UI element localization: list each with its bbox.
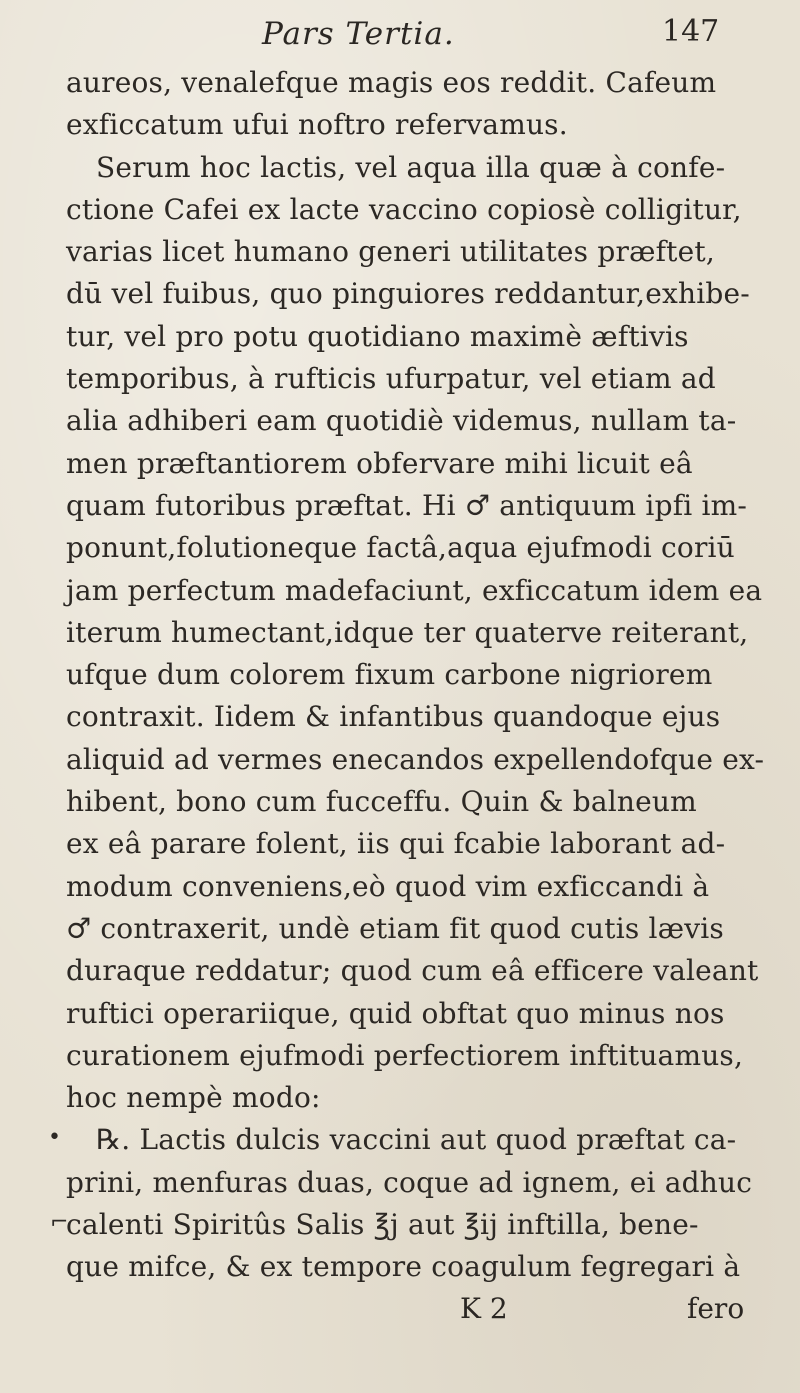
text-line: Serum hoc lactis, vel aqua illa quæ à confe- (96, 150, 726, 184)
text-line: curationem ejufmodi perfectiorem inftituamus, (66, 1038, 744, 1072)
text-line: quam futoribus præftat. Hi ♂ antiquum ipfi im- (66, 488, 748, 522)
signature-mark: K 2 (460, 1291, 508, 1325)
text-line: men præftantiorem obfervare mihi licuit eâ (66, 446, 693, 480)
text-line: que mifce, & ex tempore coagulum fegregari à (66, 1250, 741, 1284)
text-line: iterum humectant,idque ter quaterve reiterant, (66, 615, 749, 649)
text-line: modum conveniens,eò quod vim exficcandi à (66, 869, 710, 903)
text-line: ex eâ parare folent, iis qui fcabie laborant ad- (66, 827, 726, 861)
text-line: exficcatum ufui noftro refervamus. (66, 108, 568, 142)
text-line: ℞. Lactis dulcis vaccini aut quod præftat ca- (96, 1123, 737, 1157)
running-title: Pars Tertia. (262, 16, 455, 52)
text-line: aliquid ad vermes enecandos expellendofque ex- (66, 742, 765, 776)
catchword: fero (687, 1291, 745, 1325)
text-line: tur, vel pro potu quotidiano maximè æftivis (66, 319, 689, 353)
text-line: hoc nempè modo: (66, 1081, 321, 1115)
body-text (66, 62, 765, 1329)
text-line: ufque dum colorem fixum carbone nigriorem (66, 658, 713, 692)
text-line: ruftici operariique, quid obftat quo minus nos (66, 996, 725, 1030)
text-line: calenti Spiritûs Salis ℥j aut ℥ij inftilla, bene- (66, 1208, 699, 1242)
text-line: prini, menfuras duas, coque ad ignem, ei adhuc (66, 1165, 753, 1199)
text-line: temporibus, à rufticis ufurpatur, vel etiam ad (66, 362, 716, 396)
text-line: duraque reddatur; quod cum eâ efficere valeant (66, 954, 759, 988)
text-line: hibent, bono cum fucceffu. Quin & balneum (66, 785, 697, 819)
text-line: ctione Cafei ex lacte vaccino copiosè colligitur, (66, 192, 742, 226)
text-line: aureos, venalefque magis eos reddit. Cafeum (66, 66, 717, 99)
margin-dot-mark: • (48, 1125, 61, 1150)
text-line: jam perfectum madefaciunt, exficcatum idem ea (66, 573, 763, 607)
text-line: ♂ contraxerit, undè etiam fit quod cutis lævis (66, 911, 724, 945)
margin-arrow-mark: ⌐ (50, 1210, 69, 1235)
page-header (0, 14, 800, 54)
text-line: varias licet humano generi utilitates præftet, (66, 235, 715, 269)
page-footer (66, 1289, 756, 1329)
text-line: dū vel fuibus, quo pinguiores reddantur,exhibe- (66, 277, 750, 311)
page-number: 147 (662, 14, 720, 49)
text-line: alia adhiberi eam quotidiè videmus, nullam ta- (66, 404, 737, 438)
text-line: contraxit. Iidem & infantibus quandoque ejus (66, 700, 721, 734)
text-line: ponunt,folutioneque factâ,aqua ejufmodi coriū (66, 531, 735, 565)
